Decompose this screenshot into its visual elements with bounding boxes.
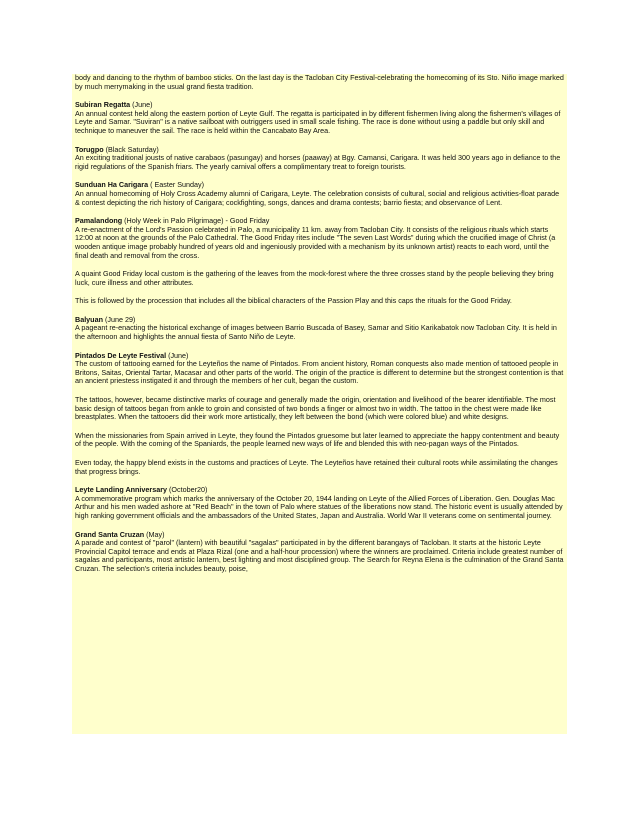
section-body: A commemorative program which marks the anniversary of the October 20, 1944 landing on Leyte of the Allied Forces of Liberation. Gen. Douglas Mac Arthur and his men waded ashore at "Red Beach" in the town of Palo where statues of the liberations now stand. The historic event is usually attended by high ranking government officials and the ambassadors of the United States, Japan and Australia. World War II veterans come on sentimental journey. — [75, 493, 563, 520]
section-title: Torugpo — [75, 144, 104, 154]
paragraph — [75, 270, 564, 287]
paragraph — [75, 316, 564, 342]
section-body: The tattoos, however, became distinctive marks of courage and generally made the origin, orientation and livelihood of the bearer identifiable. The most basic design of tattoos began from ankle to groin and consisted of two bonds a finger or almost two in width. The tattoo in the chest were made like breastplates. When the tattooers did their work more artistically, they left between the bond (which were colored blue) and white designs. — [75, 395, 556, 422]
section-body: Even today, the happy blend exists in the customs and practices of Leyte. The Leyteños have retained their cultural roots while assimilating the changes that progress brings. — [75, 458, 558, 476]
section-body: When the missionaries from Spain arrived in Leyte, they found the Pintados gruesome but later learned to appreciate the happy contentment and beauty of the people. With the coming of the Spaniards, the people learned new ways of life and blended this with neo-pagan ways of the Pintados. — [75, 430, 560, 449]
paragraph — [75, 459, 564, 476]
paragraph — [75, 217, 564, 260]
section-date: (June 29) — [102, 314, 136, 324]
section-date: (May) — [144, 529, 165, 539]
section-date: ( Easter Sunday) — [148, 180, 205, 190]
section-body: An exciting traditional jousts of native carabaos (pasungay) and horses (paaway) at Bgy. Camansi, Carigara. It was held 300 years ago in defiance to the rigid regulations of the Spanish friars. The yearly carnival offers a complimentary treat to foreign tourists. — [75, 153, 561, 171]
paragraph — [75, 297, 564, 306]
section-body: A pageant re-enacting the historical exchange of images between Barrio Buscada of Basey, Samar and Sitio Karikabatok now Tacloban City. It is held in the afternoon and highlights the annual fiesta of Santo Niño de Leyte. — [75, 323, 557, 342]
section-body: body and dancing to the rhythm of bamboo sticks. On the last day is the Tacloban City Festival-celebrating the homecoming of its Sto. Niño image marked by much merrymaking in the usual grand fiesta tradition. — [75, 74, 564, 91]
section-title: Grand Santa Cruzan — [75, 529, 145, 539]
section-date: (June) — [130, 100, 153, 110]
section-title: Pintados De Leyte Festival — [75, 350, 167, 360]
paragraph — [75, 396, 564, 422]
section-date: (Holy Week in Palo Pilgrimage) - Good Friday — [122, 216, 270, 226]
document-content — [72, 74, 567, 574]
section-title: Balyuan — [75, 314, 103, 324]
section-title: Sunduan Ha Carigara — [75, 180, 149, 190]
paragraph — [75, 531, 564, 574]
paragraph — [75, 74, 564, 91]
section-date: (June) — [166, 350, 189, 360]
paragraph — [75, 352, 564, 386]
section-body: An annual contest held along the eastern portion of Leyte Gulf. The regatta is participated in by different fishermen living along the fishermen's villages of Leyte and Samar. "Suviran" is a native sailboat with outriggers used in small scale fishing. The race is done without using a paddle but only skill and technique to maneuver the sail. The race is held within the Cancabato Bay Area. — [75, 108, 561, 135]
section-date: (Black Saturday) — [103, 144, 159, 154]
document-page — [72, 74, 567, 734]
paragraph — [75, 146, 564, 172]
paragraph — [75, 101, 564, 135]
section-title: Subiran Regatta — [75, 100, 131, 110]
section-date: (October20) — [167, 485, 208, 495]
section-title: Leyte Landing Anniversary — [75, 485, 167, 495]
paragraph — [75, 486, 564, 520]
section-title: Pamalandong — [75, 216, 123, 226]
paragraph — [75, 181, 564, 207]
section-body: This is followed by the procession that includes all the biblical characters of the Passion Play and this caps the rituals for the Good Friday. — [75, 296, 512, 306]
section-body: A parade and contest of "parol" (lantern) with beautiful "sagalas" participated in by the different barangays of Tacloban. It starts at the historic Leyte Provincial Capitol terrace and ends at Plaza Rizal (one and a half-hour procession) where the winners are proclaimed. Criteria include greatest number of sagalas and participants, most artistic lantern, best lighting and most disciplined group. The Search for Reyna Elena is the culmination of the Grand Santa Cruzan. The selection's criteria includes beauty, poise, — [75, 538, 564, 573]
section-body: A re-enactment of the Lord's Passion celebrated in Palo, a municipality 11 km. away from Tacloban City. It consists of the religious rituals which starts 12:00 at noon at the grounds of the Palo Cathedral. The Good Friday rites include "The seven Last Words" during which the crucified image of Christ (a wooden antique image probably hundred of years old and ingeniously provided with a mechanism by its unknown artist) reacts to each word, until the final death and removal from the cross. — [75, 224, 556, 260]
section-body: A quaint Good Friday local custom is the gathering of the leaves from the mock-forest where the three crosses stand by the people believing they bring luck, cure illness and other attributes. — [75, 269, 554, 287]
section-body: The custom of tattooing earned for the Leyteños the name of Pintados. From ancient history, Roman conquests also made mention of tattooed people in Britons, Saitas, Oriental Tartar, Macasar and other parts of the world. The origin of the practice is different to determine but the strongest contention is that an ancient priestess instigated it and through the members of her cult, began the custom. — [75, 359, 564, 386]
paragraph — [75, 432, 564, 449]
section-body: An annual homecoming of Holy Cross Academy alumni of Carigara, Leyte. The celebration consists of cultural, social and religious activities-float parade & contest depicting the rich history of Carigara; cockfighting, songs, dances and drama contests; barrio fiesta; and observance of Lent. — [75, 188, 560, 207]
